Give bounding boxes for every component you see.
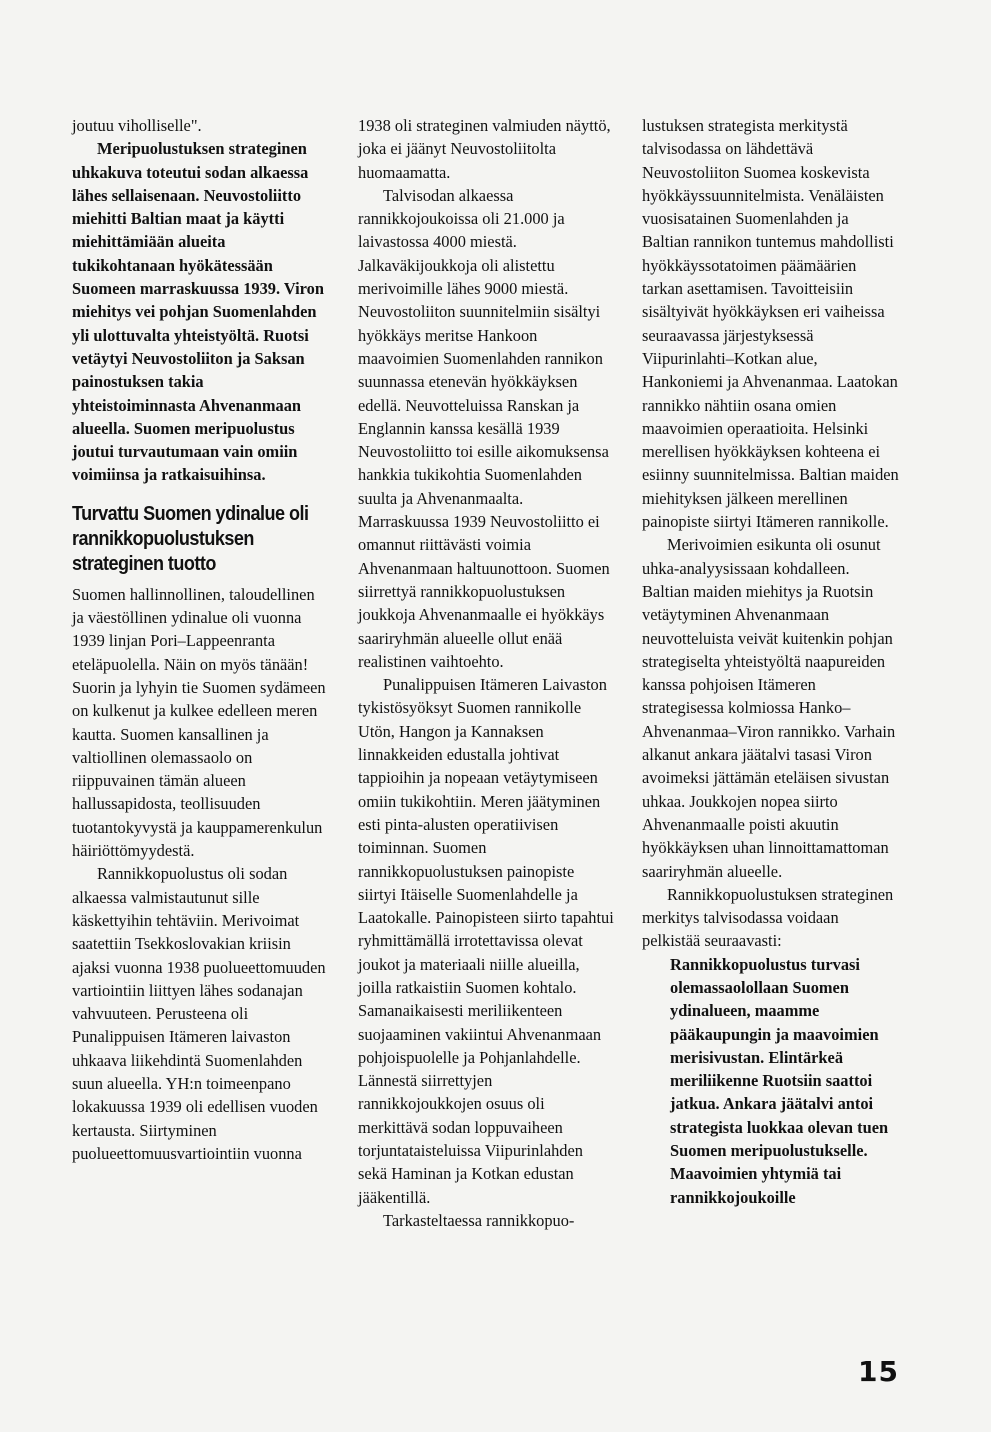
paragraph: 1938 oli strateginen valmiuden näyttö, joka ei jäänyt Neuvostoliitolta huomaamatta. xyxy=(358,116,611,182)
paragraph: lustuksen strategista merkitystä talvisodassa on lähdettävä Neuvostoliiton Suomea koskevista hyökkäyssuunnitelmista. Venäläisten vuosisatainen Suomenlahden ja Baltian rannikon tuntemus mahdollisti hyökkäyssotatoimen päämäärien tarkan asettamisen. Tavoitteisiin sisältyivät hyökkäyksen eri vaiheissa seuraavassa järjestyksessä Viipurinlahti–Kotkan alue, Hankoniemi ja Ahvenanmaa. Laatokan rannikko nähtiin osana omien maavoimien operaatioita. Helsinki merellisen hyökkäyksen kohteena ei esiinny suunnitelmissa. Baltian maiden miehityksen jälkeen merellinen painopiste siirtyi Itämeren rannikolle. xyxy=(642,116,899,532)
column-3 xyxy=(642,114,900,1209)
bold-intro-paragraph: Meripuolustuksen strateginen uhkakuva toteutui sodan alkaessa lähes sellaisenaan. Neuvostoliitto miehitti Baltian maat ja käytti miehittämiään alueita tukikohtanaan hyökätessään Suomeen marraskuussa 1939. Viron miehitys vei pohjan Suomenlahden yli ulottuvalta yhteistyöltä. Ruotsi vetäytyi Neuvostoliiton ja Saksan painostuksen takia yhteistoiminnasta Ahvenanmaan alueella. Suomen meripuolustus joutui turvautumaan vain omiin voimiinsa ja ratkaisuihinsa. xyxy=(72,139,324,485)
paragraph: Suomen hallinnollinen, taloudellinen ja väestöllinen ydinalue oli vuonna 1939 linjan Pori–Lappeenranta eteläpuolella. Näin on myös tänään! Suorin ja lyhyin tie Suomen sydämeen on kulkenut ja kulkee edelleen meren kautta. Suomen kansallinen ja valtiollinen olemassaolo on riippuvainen tämän alueen hallussapidosta, teollisuuden tuotantokyvystä ja kauppamerenkulun häiriöttömyydestä. xyxy=(72,584,326,861)
paragraph: Talvisodan alkaessa rannikkojoukoissa oli 21.000 ja laivastossa 4000 miestä. Jalkaväkijoukkoja oli alistettu merivoimille lähes 9000 miestä. Neuvostoliiton suunnitelmiin sisältyi hyökkäys meritse Hankoon maavoimien Suomenlahden rannikon suunnassa etenevän hyökkäyksen edellä. Neuvotteluissa Ranskan ja Englannin kanssa kesällä 1939 Neuvostoliitto toi esille aikomuksensa hankkia tukikohtia Suomenlahden suulta ja Ahvenanmaalta. Marraskuussa 1939 Neuvostoliitto ei omannut riittävästi voimia Ahvenanmaan haltuunottoon. Suomen siirrettyä rannikkopuolustuksen joukkoja Ahvenanmaalle ei hyökkäys saariryhmän alueelle ollut enää realistinen vaihtoehto. xyxy=(358,185,610,671)
paragraph: Tarkasteltaessa rannikkopuo- xyxy=(383,1210,575,1230)
page-number: 15 xyxy=(858,1355,899,1388)
paragraph: Rannikkopuolustuksen strateginen merkitys talvisodassa voidaan pelkistää seuraavasti: xyxy=(642,884,894,951)
paragraph: Rannikkopuolustus oli sodan alkaessa valmistautunut sille käskettyihin tehtäviin. Merivoimat saatettiin Tsekkoslovakian kriisin ajaksi vuonna 1938 puolueettomuuden vartiointiin liittyen lähes sodanajan vahvuuteen. Perusteena oli Punalippuisen Itämeren laivaston uhkaava liikehdintä Suomenlahden suun alueella. YH:n toimeenpano lokakuussa 1939 oli edellisen vuoden kertausta. Siirtyminen puolueettomuusvartiointiin vuonna xyxy=(72,864,326,1163)
bold-summary-paragraph: Rannikkopuolustus turvasi olemassaolollaan Suomen ydinalueen, maamme pääkaupungin ja maavoimien merisivustan. Elintärkeä meriliikenne Ruotsiin saattoi jatkua. Ankara jäätalvi antoi strategista luokkaa olevan tuen Suomen meripuolustukselle. Maavoimien yhtymiä tai rannikkojoukoille xyxy=(670,954,889,1207)
paragraph: Merivoimien esikunta oli osunut uhka-analyysissaan kohdalleen. Baltian maiden miehitys ja Ruotsin vetäytyminen Ahvenanmaan neuvotteluista veivät kuitenkin pohjan strategiselta yhteistyöltä naapureiden kanssa pohjoisen Itämeren strategisessa kolmiossa Hanko–Ahvenanmaa–Viron rannikko. Varhain alkanut ankara jäätalvi tasasi Viron avoimeksi jättämän eteläisen sivustan uhkaa. Joukkojen nopea siirto Ahvenanmaalle poisti akuutin hyökkäyksen uhan linnoittamattoman saariryhmän alueelle. xyxy=(642,535,896,881)
paragraph: Punalippuisen Itämeren Laivaston tykistösyöksyt Suomen rannikolle Utön, Hangon ja Kannaksen linnakkeiden edustalla johtivat tappioihin ja nopeaan vetäytymiseen omiin tukikohtiin. Meren jäätyminen esti pinta-alusten operatiivisen toiminnan. Suomen rannikkopuolustuksen painopiste siirtyi Itäiselle Suomenlahdelle ja Laatokalle. Painopisteen siirto tapahtui ryhmittämällä irrotettavissa olevat joukot ja materiaali niille alueilla, joilla ratkaistiin Suomen kohtalo. Samanaikaisesti meriliikenteen suojaaminen vakiintui Ahvenanmaan pohjoispuolelle ja Pohjanlahdelle. Lännestä siirrettyjen rannikkojoukkojen osuus oli merkittävä sodan loppuvaiheen torjuntataisteluissa Viipurinlahden sekä Haminan ja Kotkan edustan jääkentillä. xyxy=(358,675,614,1207)
column-1 xyxy=(72,114,330,1165)
paragraph-quote-end: joutuu vihollisellе". xyxy=(72,116,202,135)
section-heading: Turvattu Suomen ydinalue oli rannikkopuolustuksen strateginen tuotto xyxy=(72,501,309,575)
column-2 xyxy=(358,114,616,1232)
